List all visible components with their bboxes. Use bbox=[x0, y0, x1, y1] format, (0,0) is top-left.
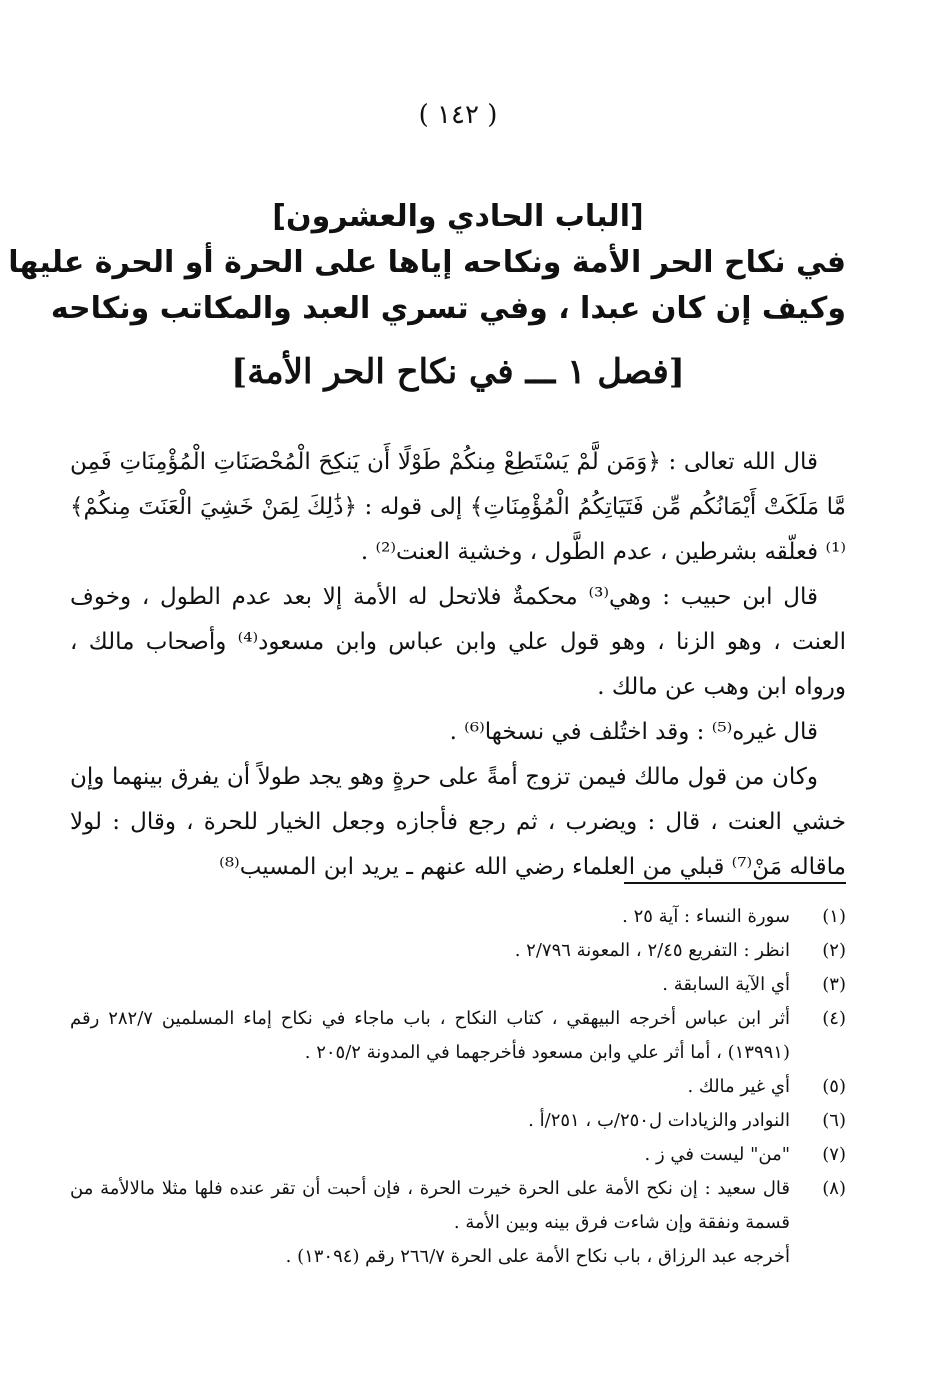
footnote-number: (٨) bbox=[822, 1178, 846, 1199]
footnote-number: (٥) bbox=[822, 1076, 846, 1097]
footnote-text: قال سعيد : إن نكح الأمة على الحرة خيرت الحرة ، فإن أحبت أن تقر عنده فلها مثلا مالالأمة من قسمة ونفقة وإن شاءت فرق بينه وبين الأمة . bbox=[70, 1178, 790, 1233]
book-page bbox=[8, 0, 847, 1380]
footnote-divider bbox=[624, 882, 846, 884]
footnote bbox=[70, 1138, 846, 1172]
footnote bbox=[70, 900, 846, 934]
footnote-text: النوادر والزيادات ل٢٥٠/ب ، ٢٥١/أ . bbox=[528, 1110, 790, 1131]
footnote bbox=[70, 934, 846, 968]
footnote-number: (٢) bbox=[822, 940, 846, 961]
footnote-text: انظر : التفريع ٢/٤٥ ، المعونة ٢/٧٩٦ . bbox=[514, 940, 790, 961]
chapter-heading bbox=[8, 194, 846, 332]
chapter-heading-line-2: في نكاح الحر الأمة ونكاحه إياها على الحرة أو الحرة عليها bbox=[8, 245, 846, 280]
footnote bbox=[70, 968, 846, 1002]
body-text bbox=[70, 440, 846, 890]
section-heading: [فصل ١ ـــ في نكاح الحر الأمة] bbox=[231, 352, 685, 392]
footnote bbox=[70, 1002, 846, 1070]
footnotes bbox=[70, 900, 846, 1274]
footnote-number: (١) bbox=[822, 906, 846, 927]
chapter-heading-line-1: [الباب الحادي والعشرون] bbox=[272, 199, 644, 234]
footnote-number: (٣) bbox=[822, 974, 846, 995]
paragraph: وكان من قول مالك فيمن تزوج أمةً على حرةٍ وهو يجد طولاً أن يفرق بينهما وإن خشي العنت ، قال : ويضرب ، ثم رجع فأجازه وجعل الخيار للحرة ، وقال : لولا ماقاله مَنْ⁽⁷⁾ قبلي من العلماء رضي الله عنهم ـ يريد ابن المسيب⁽⁸⁾ bbox=[70, 764, 846, 880]
paragraph: قال غيره⁽⁵⁾ : وقد اختُلف في نسخها⁽⁶⁾ . bbox=[449, 719, 818, 745]
page-number: ( ١٤٢ ) bbox=[418, 100, 498, 130]
footnote-text: أثر ابن عباس أخرجه البيهقي ، كتاب النكاح ، باب ماجاء في نكاح إماء المسلمين ٢٨٢/٧ رقم (١٣٩٩١) ، أما أثر علي وابن مسعود فأخرجهما في المدونة ٢٠٥/٢ . bbox=[70, 1008, 790, 1063]
chapter-heading-line-3: وكيف إن كان عبدا ، وفي تسري العبد والمكاتب ونكاحه bbox=[50, 291, 846, 326]
footnote-text: سورة النساء : آية ٢٥ . bbox=[622, 906, 790, 927]
paragraph: قال الله تعالى : ﴿وَمَن لَّمْ يَسْتَطِعْ مِنكُمْ طَوْلًا أَن يَنكِحَ الْمُحْصَنَاتِ الْمُؤْمِنَاتِ فَمِن مَّا مَلَكَتْ أَيْمَانُكُم مِّن فَتَيَاتِكُمُ الْمُؤْمِنَاتِ﴾ إلى قوله : ﴿ذَٰلِكَ لِمَنْ خَشِيَ الْعَنَتَ مِنكُمْ﴾⁽¹⁾ فعلّقه بشرطين ، عدم الطَّول ، وخشية العنت⁽²⁾ . bbox=[70, 449, 846, 565]
footnote-number: (٤) bbox=[822, 1008, 846, 1029]
footnote-text: أي غير مالك . bbox=[687, 1076, 790, 1097]
footnote-text: أي الآية السابقة . bbox=[662, 974, 790, 995]
footnote bbox=[70, 1172, 846, 1240]
footnote-number: (٦) bbox=[822, 1110, 846, 1131]
footnote-continuation: أخرجه عبد الرزاق ، باب نكاح الأمة على الحرة ٢٦٦/٧ رقم (١٣٠٩٤) . bbox=[285, 1246, 790, 1267]
footnote-number: (٧) bbox=[822, 1144, 846, 1165]
footnote bbox=[70, 1104, 846, 1138]
paragraph: قال ابن حبيب : وهي⁽³⁾ محكمةٌ فلاتحل له الأمة إلا بعد عدم الطول ، وخوف العنت ، وهو الزنا ، وهو قول علي وابن عباس وابن مسعود⁽⁴⁾ وأصحاب مالك ، ورواه ابن وهب عن مالك . bbox=[70, 584, 847, 700]
footnote bbox=[70, 1070, 846, 1104]
footnote-text: "من" ليست في ز . bbox=[644, 1144, 790, 1165]
